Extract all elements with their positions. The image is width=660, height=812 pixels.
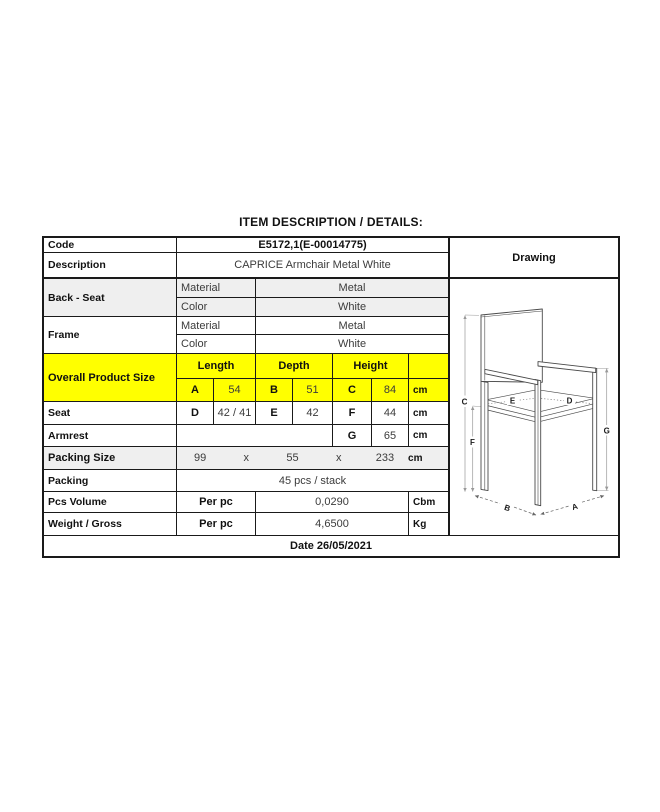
dim-label-d: D xyxy=(566,396,573,406)
armchair-outline xyxy=(481,309,597,506)
back-seat-color-value: White xyxy=(256,298,450,317)
overall-size-label: Overall Product Size xyxy=(44,354,177,402)
frame-label: Frame xyxy=(44,317,177,354)
armrest-label: Armrest xyxy=(44,425,177,447)
armrest-empty-cell xyxy=(177,425,333,447)
dim-label-e: E xyxy=(509,396,516,406)
unit-header-cell xyxy=(409,354,450,379)
armrest-unit: cm xyxy=(409,425,450,447)
spec-table xyxy=(42,236,620,558)
dim-f-key: F xyxy=(333,402,372,425)
dim-b-key: B xyxy=(256,379,293,402)
dim-a-key: A xyxy=(177,379,214,402)
pcs-volume-label: Pcs Volume xyxy=(44,492,177,513)
dim-c-key: C xyxy=(333,379,372,402)
back-seat-material-value: Metal xyxy=(256,279,450,298)
drawing-header: Drawing xyxy=(450,238,618,279)
frame-color-label: Color xyxy=(177,335,256,354)
page-title: ITEM DESCRIPTION / DETAILS: xyxy=(239,215,423,229)
packing-label: Packing xyxy=(44,470,177,492)
description-value: CAPRICE Armchair Metal White xyxy=(177,253,450,279)
dim-d-value: 42 / 41 xyxy=(214,402,256,425)
dim-label-a: A xyxy=(570,501,579,513)
weight-gross-value: 4,6500 xyxy=(256,513,409,536)
back-seat-label: Back - Seat xyxy=(44,279,177,317)
dim-a-value: 54 xyxy=(214,379,256,402)
back-seat-color-label: Color xyxy=(177,298,256,317)
code-label: Code xyxy=(44,238,177,253)
packing-size-value xyxy=(177,447,450,470)
packing-size-unit: cm xyxy=(408,452,423,464)
dim-e-key: E xyxy=(256,402,293,425)
packing-size-height: 233 xyxy=(375,452,395,464)
dim-b-value: 51 xyxy=(293,379,333,402)
frame-material-label: Material xyxy=(177,317,256,335)
pcs-volume-per: Per pc xyxy=(177,492,256,513)
weight-gross-label: Weight / Gross xyxy=(44,513,177,536)
dim-g-value: 65 xyxy=(372,425,409,447)
height-header: Height xyxy=(333,354,409,379)
chair-armrest-right xyxy=(538,362,596,373)
packing-size-width: 55 xyxy=(286,452,299,464)
dim-f-value: 44 xyxy=(372,402,409,425)
weight-gross-unit: Kg xyxy=(409,513,450,536)
packing-size-length: 99 xyxy=(193,452,207,464)
pcs-volume-value: 0,0290 xyxy=(256,492,409,513)
packing-size-x2: x xyxy=(335,452,342,464)
length-header: Length xyxy=(177,354,256,379)
pcs-volume-unit: Cbm xyxy=(409,492,450,513)
depth-header: Depth xyxy=(256,354,333,379)
dim-label-b: B xyxy=(503,502,512,514)
dim-label-g: G xyxy=(603,426,610,436)
drawing-area xyxy=(450,279,618,536)
date-row: Date 26/05/2021 xyxy=(290,540,372,552)
dim-g-key: G xyxy=(333,425,372,447)
frame-material-value: Metal xyxy=(256,317,450,335)
dim-e-value: 42 xyxy=(293,402,333,425)
back-seat-material-label: Material xyxy=(177,279,256,298)
packing-size-label: Packing Size xyxy=(44,447,177,470)
chair-leg-right xyxy=(593,368,597,491)
weight-gross-per: Per pc xyxy=(177,513,256,536)
seat-unit: cm xyxy=(409,402,450,425)
packing-size-x1: x xyxy=(243,452,250,464)
packing-value: 45 pcs / stack xyxy=(177,470,450,492)
code-value: E5172,1(E-00014775) xyxy=(177,238,450,253)
dim-d-key: D xyxy=(177,402,214,425)
overall-unit: cm xyxy=(409,379,450,402)
dim-label-f: F xyxy=(470,438,475,447)
dim-c-value: 84 xyxy=(372,379,409,402)
dim-label-c: C xyxy=(461,397,468,407)
description-label: Description xyxy=(44,253,177,279)
seat-label: Seat xyxy=(44,402,177,425)
frame-color-value: White xyxy=(256,335,450,354)
armchair-drawing xyxy=(450,279,618,535)
